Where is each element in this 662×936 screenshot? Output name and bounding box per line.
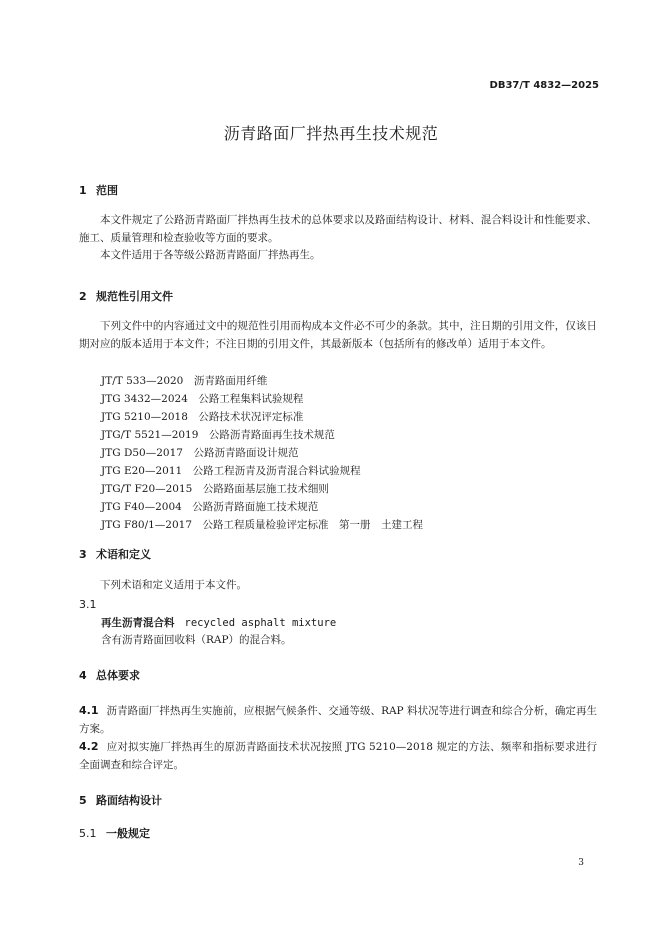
reference-item: JTG 5210—2018 公路技术状况评定标准 <box>101 411 304 423</box>
subsection-title: 一般规定 <box>106 827 150 840</box>
subsection-5-1-heading <box>79 825 150 841</box>
section-2-intro <box>79 318 597 353</box>
subsection-number: 5.1 <box>79 827 97 840</box>
section-3-intro <box>79 577 597 595</box>
section-number: 2 <box>79 290 87 303</box>
page-number: 3 <box>578 858 584 868</box>
document-title: 沥青路面厂拌热再生技术规范 <box>223 124 439 143</box>
paragraph: 下列术语和定义适用于本文件。 <box>100 579 247 591</box>
reference-item: JTG/T 5521—2019 公路沥青路面再生技术规范 <box>101 429 335 441</box>
section-title: 路面结构设计 <box>96 794 162 807</box>
clause-number: 4.1 <box>79 704 99 717</box>
section-title: 术语和定义 <box>96 548 151 561</box>
section-title: 规范性引用文件 <box>96 290 173 303</box>
clause-number: 4.2 <box>79 740 99 753</box>
clause-4-1 <box>79 702 597 738</box>
paragraph: 本文件适用于各等级公路沥青路面厂拌热再生。 <box>100 249 321 261</box>
clause-text: 沥青路面厂拌热再生实施前，应根据气候条件、交通等级、RAP 料状况等进行调查和综合分析，确定再生方案。 <box>79 705 597 735</box>
paragraph: 本文件规定了公路沥青路面厂拌热再生技术的总体要求以及路面结构设计、材料、混合料设计和性能要求、施工、质量管理和检查验收等方面的要求。 <box>79 214 597 244</box>
term-number: 3.1 <box>79 598 97 611</box>
section-1-heading <box>79 182 118 198</box>
term-english: recycled asphalt mixture <box>184 617 337 629</box>
section-4-heading <box>79 667 140 683</box>
paragraph: 下列文件中的内容通过文中的规范性引用而构成本文件必不可少的条款。其中，注日期的引用文件，仅该日期对应的版本适用于本文件；不注日期的引用文件，其最新版本（包括所有的修改单）适用于本文件。 <box>79 320 597 350</box>
reference-item: JTG D50—2017 公路沥青路面设计规范 <box>101 447 299 459</box>
reference-item: JTG E20—2011 公路工程沥青及沥青混合料试验规程 <box>101 465 361 477</box>
section-3-heading <box>79 546 151 562</box>
section-number: 5 <box>79 794 87 807</box>
section-title: 范围 <box>96 184 118 197</box>
section-number: 3 <box>79 548 87 561</box>
clause-4-2 <box>79 738 597 774</box>
reference-list <box>101 372 423 534</box>
document-code: DB37/T 4832—2025 <box>489 80 599 91</box>
clause-text: 应对拟实施厂拌热再生的原沥青路面技术状况按照 JTG 5210—2018 规定的方法、频率和指标要求进行全面调查和综合评定。 <box>79 741 597 771</box>
term-definition: 含有沥青路面回收料（RAP）的混合料。 <box>101 634 292 646</box>
term-chinese: 再生沥青混合料 <box>101 617 175 629</box>
section-5-heading <box>79 792 162 808</box>
reference-item: JTG 3432—2024 公路工程集料试验规程 <box>101 393 304 405</box>
reference-item: JTG F40—2004 公路沥青路面施工技术规范 <box>101 501 319 513</box>
term-entry <box>101 615 336 630</box>
reference-item: JTG F80/1—2017 公路工程质量检验评定标准 第一册 土建工程 <box>101 519 424 531</box>
reference-item: JT/T 533—2020 沥青路面用纤维 <box>101 375 268 387</box>
section-number: 4 <box>79 669 87 682</box>
section-title: 总体要求 <box>96 669 140 682</box>
section-2-heading <box>79 288 173 304</box>
section-1-body <box>79 212 597 265</box>
section-number: 1 <box>79 184 87 197</box>
reference-item: JTG/T F20—2015 公路路面基层施工技术细则 <box>101 483 329 495</box>
